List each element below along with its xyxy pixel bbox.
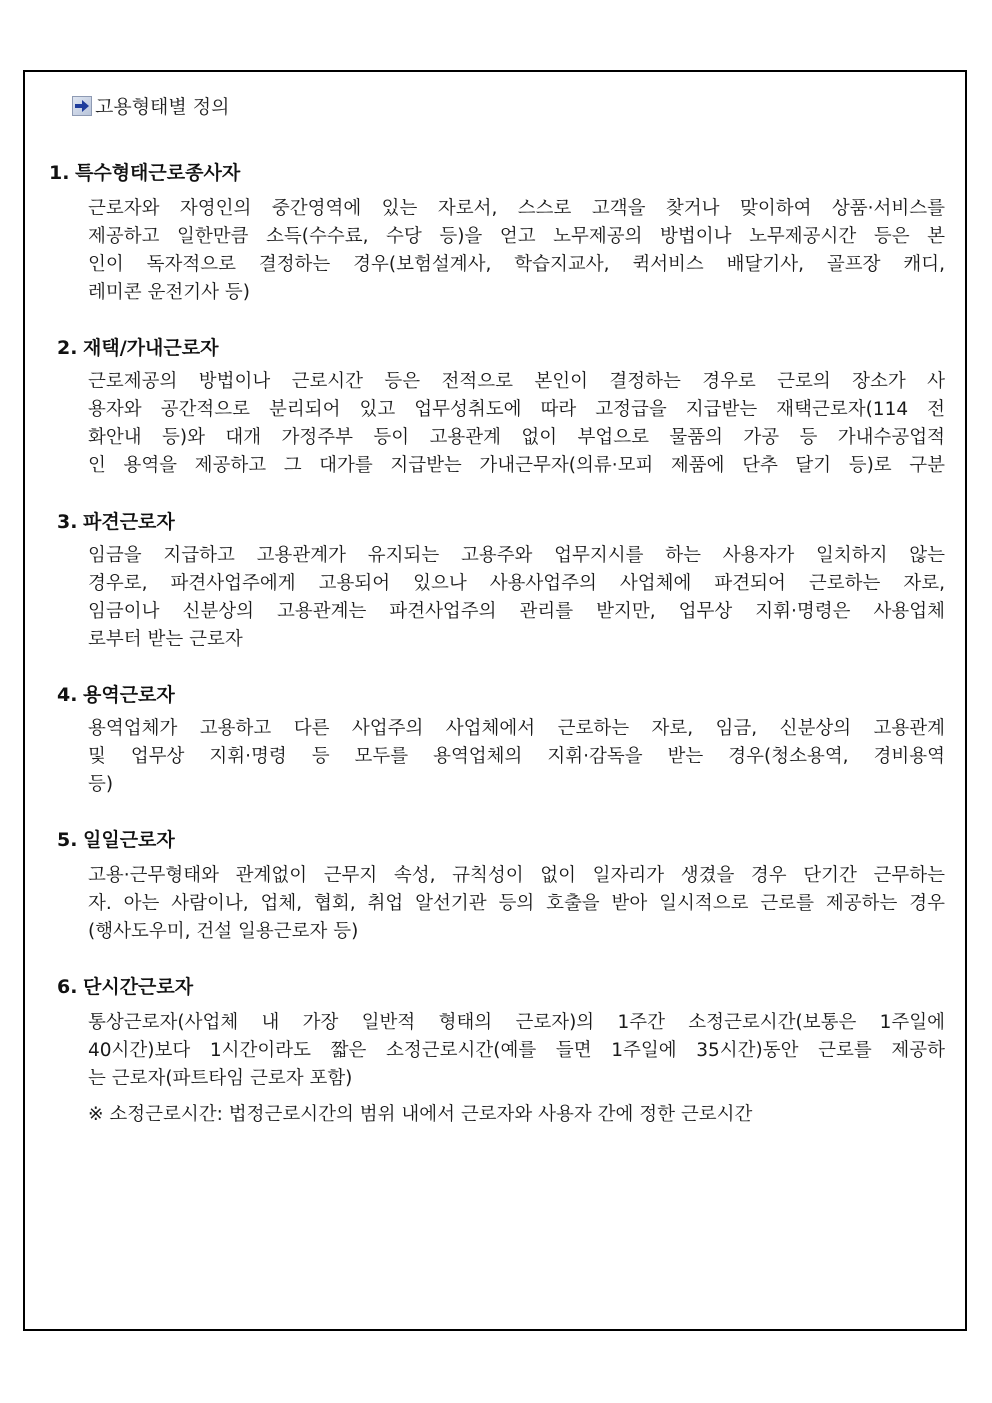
section-2-line-1: 근로제공의 방법이나 근로시간 등은 전적으로 본인이 결정하는 경우로 근로의 장소가 사	[88, 371, 945, 392]
section-4-number: 4.	[57, 684, 78, 706]
section-3-number: 3.	[57, 511, 78, 533]
section-1-line-1: 근로자와 자영인의 중간영역에 있는 자로서, 스스로 고객을 찾거나 맞이하여 상품·서비스를	[88, 198, 945, 219]
section-6-number: 6.	[57, 976, 78, 998]
section-3-title: 파견근로자	[83, 511, 175, 533]
section-3-line-2: 경우로, 파견사업주에게 고용되어 있으나 사용사업주의 사업체에 파견되어 근로하는 자로,	[88, 573, 945, 594]
section-2-number: 2.	[57, 337, 78, 359]
section-5-line-1: 고용·근무형태와 관계없이 근무지 속성, 규칙성이 없이 일자리가 생겼을 경우 단기간 근무하는	[88, 865, 945, 886]
section-1-line-3: 인이 독자적으로 결정하는 경우(보험설계사, 학습지교사, 퀵서비스 배달기사, 골프장 캐디,	[88, 254, 945, 275]
section-4-line-3: 등)	[88, 774, 114, 795]
section-2-line-2: 용자와 공간적으로 분리되어 있고 업무성취도에 따라 고정급을 지급받는 재택근로자(114 전	[88, 399, 945, 420]
section-6-title: 단시간근로자	[83, 976, 194, 998]
section-5-title: 일일근로자	[83, 829, 175, 851]
section-5-line-2: 자. 아는 사람이나, 업체, 협회, 취업 알선기관 등의 호출을 받아 일시적으로 근로를 제공하는 경우	[88, 893, 945, 914]
section-1-line-2: 제공하고 일한만큼 소득(수수료, 수당 등)을 얻고 노무제공의 방법이나 노무제공시간 등은 본	[88, 226, 945, 247]
section-3-line-4: 로부터 받는 근로자	[88, 629, 243, 650]
section-4-title: 용역근로자	[83, 684, 175, 706]
section-5-number: 5.	[57, 829, 78, 851]
document-title: 고용형태별 정의	[95, 96, 230, 118]
section-6-heading	[57, 972, 193, 999]
arrow-right-icon	[72, 96, 92, 116]
section-6-line-3: 는 근로자(파트타임 근로자 포함)	[88, 1068, 353, 1089]
section-5-heading	[57, 825, 175, 852]
section-1-heading	[49, 158, 240, 185]
section-2-heading	[57, 333, 218, 360]
section-1-title: 특수형태근로종사자	[75, 162, 241, 184]
document-header	[72, 92, 230, 119]
section-2-line-3: 화안내 등)와 대개 가정주부 등이 고용관계 없이 부업으로 물품의 가공 등 가내수공업적	[88, 427, 945, 448]
section-1-number: 1.	[49, 162, 70, 184]
section-3-line-3: 임금이나 신분상의 고용관계는 파견사업주의 관리를 받지만, 업무상 지휘·명령은 사용업체	[88, 601, 945, 622]
section-4-line-2: 및 업무상 지휘·명령 등 모두를 용역업체의 지휘·감독을 받는 경우(청소용역, 경비용역	[88, 746, 945, 767]
section-2-line-4: 인 용역을 제공하고 그 대가를 지급받는 가내근무자(의류·모피 제품에 단추 달기 등)로 구분	[88, 455, 945, 476]
section-6-note: ※ 소정근로시간: 법정근로시간의 범위 내에서 근로자와 사용자 간에 정한 근로시간	[88, 1104, 753, 1125]
section-2-title: 재택/가내근로자	[83, 337, 219, 359]
section-3-heading	[57, 507, 175, 534]
section-4-heading	[57, 680, 175, 707]
section-5-line-3: (행사도우미, 건설 일용근로자 등)	[88, 921, 359, 942]
section-4-line-1: 용역업체가 고용하고 다른 사업주의 사업체에서 근로하는 자로, 임금, 신분상의 고용관계	[88, 718, 945, 739]
section-3-line-1: 임금을 지급하고 고용관계가 유지되는 고용주와 업무지시를 하는 사용자가 일치하지 않는	[88, 545, 945, 566]
section-6-line-1: 통상근로자(사업체 내 가장 일반적 형태의 근로자)의 1주간 소정근로시간(보통은 1주일에	[88, 1012, 945, 1033]
section-6-line-2: 40시간)보다 1시간이라도 짧은 소정근로시간(예를 들면 1주일에 35시간)동안 근로를 제공하	[88, 1040, 945, 1061]
section-1-line-4: 레미콘 운전기사 등)	[88, 282, 250, 303]
